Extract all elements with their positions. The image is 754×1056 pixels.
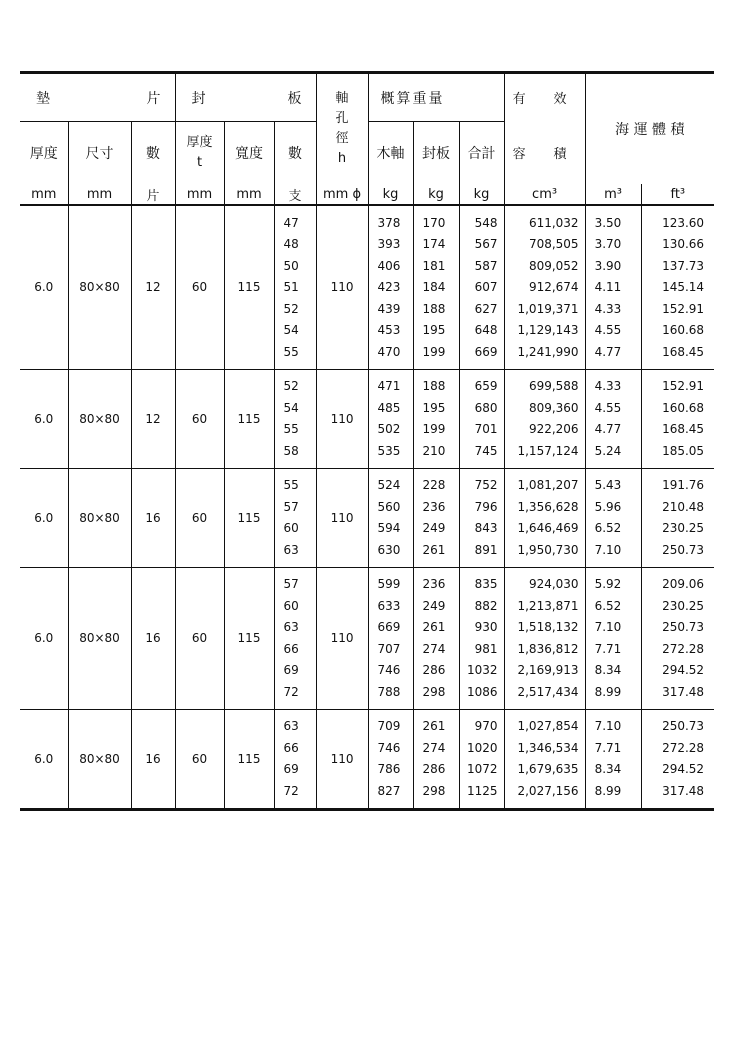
- spec-table: [20, 71, 714, 811]
- effective-volume-cell: 611,032: [504, 205, 585, 234]
- shipping-volume-ft3-cell: 230.25: [641, 518, 714, 540]
- shipping-volume-m3-cell: 5.96: [585, 496, 641, 518]
- shipping-volume-m3-cell: 5.24: [585, 440, 641, 468]
- seal-count-cell: 69: [274, 759, 316, 781]
- col-seal-plate: 封板: [413, 122, 459, 185]
- axle-hole-header: 軸 孔 徑 h: [316, 73, 368, 185]
- effective-volume-cell: 1,027,854: [504, 709, 585, 737]
- seal-width-cell: 115: [224, 369, 274, 468]
- seal-width-cell: 115: [224, 709, 274, 809]
- seal-count-cell: 63: [274, 617, 316, 639]
- effective-volume-cell: 1,081,207: [504, 468, 585, 496]
- total-weight-cell: 930: [459, 617, 504, 639]
- seal-width-cell: 115: [224, 567, 274, 709]
- effective-volume-cell: 2,517,434: [504, 681, 585, 709]
- effective-volume-cell: 1,129,143: [504, 320, 585, 342]
- total-weight-cell: 567: [459, 234, 504, 256]
- shipping-volume-ft3-cell: 294.52: [641, 759, 714, 781]
- seal-plate-weight-cell: 274: [413, 737, 459, 759]
- seal-count-cell: 52: [274, 369, 316, 397]
- seal-thickness-cell: 60: [175, 567, 224, 709]
- pad-size-cell: 80×80: [68, 369, 131, 468]
- axle-hole-cell: 110: [316, 468, 368, 567]
- total-weight-cell: 1020: [459, 737, 504, 759]
- shipping-volume-ft3-cell: 145.14: [641, 277, 714, 299]
- shipping-volume-m3-cell: 4.55: [585, 397, 641, 419]
- seal-count-cell: 52: [274, 298, 316, 320]
- seal-plate-weight-cell: 174: [413, 234, 459, 256]
- col-seal-thickness: 厚度 t: [175, 122, 224, 185]
- seal-count-cell: 66: [274, 737, 316, 759]
- shipping-volume-ft3-cell: 160.68: [641, 320, 714, 342]
- total-weight-cell: 843: [459, 518, 504, 540]
- wood-axle-weight-cell: 524: [368, 468, 413, 496]
- seal-width-cell: 115: [224, 205, 274, 369]
- unit-cell: 片: [131, 184, 175, 205]
- seal-plate-weight-cell: 188: [413, 369, 459, 397]
- shipping-volume-ft3-cell: 272.28: [641, 737, 714, 759]
- shipping-volume-ft3-cell: 317.48: [641, 780, 714, 809]
- wood-axle-weight-cell: 746: [368, 660, 413, 682]
- shipping-volume-m3-cell: 6.52: [585, 518, 641, 540]
- seal-plate-weight-cell: 170: [413, 205, 459, 234]
- effective-volume-cell: 1,679,635: [504, 759, 585, 781]
- unit-cell: kg: [459, 184, 504, 205]
- pad-size-cell: 80×80: [68, 468, 131, 567]
- total-weight-cell: 891: [459, 539, 504, 567]
- seal-thickness-cell: 60: [175, 468, 224, 567]
- total-weight-cell: 1032: [459, 660, 504, 682]
- shipping-volume-ft3-cell: 250.73: [641, 617, 714, 639]
- effective-volume-cell: 1,518,132: [504, 617, 585, 639]
- effective-volume-cell: 708,505: [504, 234, 585, 256]
- shipping-volume-m3-cell: 7.71: [585, 737, 641, 759]
- seal-plate-weight-cell: 249: [413, 595, 459, 617]
- total-weight-cell: 752: [459, 468, 504, 496]
- unit-cell: mm: [68, 184, 131, 205]
- effective-volume-cell: 809,052: [504, 255, 585, 277]
- seal-plate-weight-cell: 195: [413, 320, 459, 342]
- seal-plate-weight-cell: 249: [413, 518, 459, 540]
- seal-count-cell: 72: [274, 780, 316, 809]
- seal-count-cell: 72: [274, 681, 316, 709]
- wood-axle-weight-cell: 560: [368, 496, 413, 518]
- shipping-volume-ft3-cell: 250.73: [641, 539, 714, 567]
- effective-volume-cell: 922,206: [504, 419, 585, 441]
- pad-count-cell: 16: [131, 567, 175, 709]
- seal-count-cell: 60: [274, 595, 316, 617]
- seal-plate-weight-cell: 195: [413, 397, 459, 419]
- shipping-volume-m3-cell: 3.70: [585, 234, 641, 256]
- shipping-volume-ft3-cell: 168.45: [641, 419, 714, 441]
- shipping-volume-m3-cell: 4.11: [585, 277, 641, 299]
- col-wood-axle: 木軸: [368, 122, 413, 185]
- table-row: [20, 205, 714, 234]
- effective-volume-cell: 1,241,990: [504, 341, 585, 369]
- unit-cell: mm ϕ: [316, 184, 368, 205]
- axle-hole-cell: 110: [316, 205, 368, 369]
- seal-plate-weight-cell: 261: [413, 539, 459, 567]
- table-row: [20, 468, 714, 496]
- wood-axle-weight-cell: 788: [368, 681, 413, 709]
- col-pad-thickness: 厚度: [20, 122, 68, 185]
- seal-plate-weight-cell: 188: [413, 298, 459, 320]
- seal-count-cell: 54: [274, 397, 316, 419]
- axle-hole-cell: 110: [316, 709, 368, 809]
- seal-plate-weight-cell: 298: [413, 780, 459, 809]
- seal-count-cell: 47: [274, 205, 316, 234]
- axle-hole-cell: 110: [316, 567, 368, 709]
- wood-axle-weight-cell: 786: [368, 759, 413, 781]
- pad-count-cell: 16: [131, 468, 175, 567]
- shipping-volume-ft3-cell: 160.68: [641, 397, 714, 419]
- effective-volume-header-bottom: 容 積: [504, 122, 585, 185]
- shipping-volume-m3-cell: 8.99: [585, 681, 641, 709]
- unit-cell: kg: [413, 184, 459, 205]
- shipping-volume-m3-cell: 8.34: [585, 660, 641, 682]
- unit-cell: ft³: [641, 184, 714, 205]
- unit-cell: cm³: [504, 184, 585, 205]
- total-weight-cell: 648: [459, 320, 504, 342]
- pad-size-cell: 80×80: [68, 205, 131, 369]
- seal-thickness-cell: 60: [175, 369, 224, 468]
- wood-axle-weight-cell: 485: [368, 397, 413, 419]
- seal-plate-weight-cell: 261: [413, 709, 459, 737]
- shipping-volume-ft3-cell: 230.25: [641, 595, 714, 617]
- col-seal-width: 寬度: [224, 122, 274, 185]
- total-weight-cell: 835: [459, 567, 504, 595]
- total-weight-cell: 745: [459, 440, 504, 468]
- shipping-volume-ft3-cell: 209.06: [641, 567, 714, 595]
- wood-axle-weight-cell: 453: [368, 320, 413, 342]
- unit-cell: mm: [20, 184, 68, 205]
- effective-volume-cell: 1,346,534: [504, 737, 585, 759]
- seal-count-cell: 57: [274, 567, 316, 595]
- wood-axle-weight-cell: 378: [368, 205, 413, 234]
- units-row: [20, 184, 714, 205]
- wood-axle-weight-cell: 502: [368, 419, 413, 441]
- wood-axle-weight-cell: 594: [368, 518, 413, 540]
- seal-plate-weight-cell: 184: [413, 277, 459, 299]
- shipping-volume-m3-cell: 7.10: [585, 539, 641, 567]
- seal-plate-weight-cell: 181: [413, 255, 459, 277]
- effective-volume-cell: 912,674: [504, 277, 585, 299]
- effective-volume-cell: 1,646,469: [504, 518, 585, 540]
- total-weight-cell: 607: [459, 277, 504, 299]
- effective-volume-cell: 924,030: [504, 567, 585, 595]
- wood-axle-weight-cell: 393: [368, 234, 413, 256]
- seal-count-cell: 66: [274, 638, 316, 660]
- table-row: [20, 369, 714, 397]
- shipping-volume-ft3-cell: 210.48: [641, 496, 714, 518]
- shipping-volume-ft3-cell: 130.66: [641, 234, 714, 256]
- wood-axle-weight-cell: 471: [368, 369, 413, 397]
- effective-volume-cell: 699,588: [504, 369, 585, 397]
- seal-count-cell: 54: [274, 320, 316, 342]
- pad-group-header: 墊 片: [36, 90, 161, 107]
- col-pad-size: 尺寸: [68, 122, 131, 185]
- effective-volume-cell: 1,356,628: [504, 496, 585, 518]
- shipping-volume-m3-cell: 7.10: [585, 709, 641, 737]
- seal-thickness-cell: 60: [175, 709, 224, 809]
- total-weight-cell: 1125: [459, 780, 504, 809]
- pad-thickness-cell: 6.0: [20, 709, 68, 809]
- table-row: [20, 567, 714, 595]
- table-row: [20, 709, 714, 737]
- wood-axle-weight-cell: 707: [368, 638, 413, 660]
- total-weight-cell: 548: [459, 205, 504, 234]
- total-weight-cell: 796: [459, 496, 504, 518]
- col-seal-count: 數: [274, 122, 316, 185]
- shipping-volume-m3-cell: 4.33: [585, 298, 641, 320]
- seal-group-header: 封 板: [175, 73, 316, 122]
- total-weight-cell: 970: [459, 709, 504, 737]
- wood-axle-weight-cell: 827: [368, 780, 413, 809]
- seal-plate-weight-cell: 286: [413, 759, 459, 781]
- seal-plate-weight-cell: 298: [413, 681, 459, 709]
- seal-count-cell: 48: [274, 234, 316, 256]
- shipping-volume-m3-cell: 7.10: [585, 617, 641, 639]
- shipping-volume-ft3-cell: 294.52: [641, 660, 714, 682]
- total-weight-cell: 1086: [459, 681, 504, 709]
- col-pad-count: 數: [131, 122, 175, 185]
- seal-width-cell: 115: [224, 468, 274, 567]
- seal-plate-weight-cell: 210: [413, 440, 459, 468]
- seal-thickness-cell: 60: [175, 205, 224, 369]
- total-weight-cell: 659: [459, 369, 504, 397]
- total-weight-cell: 981: [459, 638, 504, 660]
- shipping-volume-ft3-cell: 152.91: [641, 369, 714, 397]
- shipping-volume-ft3-cell: 317.48: [641, 681, 714, 709]
- wood-axle-weight-cell: 669: [368, 617, 413, 639]
- seal-count-cell: 60: [274, 518, 316, 540]
- seal-count-cell: 55: [274, 341, 316, 369]
- shipping-volume-m3-cell: 8.99: [585, 780, 641, 809]
- shipping-volume-m3-cell: 4.77: [585, 419, 641, 441]
- weight-group-header: 概算重量: [368, 73, 504, 122]
- shipping-volume-m3-cell: 4.33: [585, 369, 641, 397]
- total-weight-cell: 701: [459, 419, 504, 441]
- seal-plate-weight-cell: 261: [413, 617, 459, 639]
- seal-plate-weight-cell: 236: [413, 496, 459, 518]
- shipping-volume-ft3-cell: 191.76: [641, 468, 714, 496]
- seal-plate-weight-cell: 286: [413, 660, 459, 682]
- effective-volume-cell: 2,169,913: [504, 660, 585, 682]
- seal-count-cell: 57: [274, 496, 316, 518]
- seal-count-cell: 55: [274, 468, 316, 496]
- pad-thickness-cell: 6.0: [20, 205, 68, 369]
- seal-count-cell: 69: [274, 660, 316, 682]
- total-weight-cell: 669: [459, 341, 504, 369]
- axle-hole-cell: 110: [316, 369, 368, 468]
- shipping-volume-ft3-cell: 272.28: [641, 638, 714, 660]
- effective-volume-cell: 1,950,730: [504, 539, 585, 567]
- total-weight-cell: 680: [459, 397, 504, 419]
- pad-size-cell: 80×80: [68, 709, 131, 809]
- seal-plate-weight-cell: 274: [413, 638, 459, 660]
- shipping-volume-ft3-cell: 123.60: [641, 205, 714, 234]
- pad-size-cell: 80×80: [68, 567, 131, 709]
- wood-axle-weight-cell: 630: [368, 539, 413, 567]
- wood-axle-weight-cell: 423: [368, 277, 413, 299]
- shipping-volume-m3-cell: 4.55: [585, 320, 641, 342]
- wood-axle-weight-cell: 439: [368, 298, 413, 320]
- shipping-volume-m3-cell: 3.90: [585, 255, 641, 277]
- effective-volume-cell: 809,360: [504, 397, 585, 419]
- shipping-volume-ft3-cell: 137.73: [641, 255, 714, 277]
- shipping-volume-m3-cell: 3.50: [585, 205, 641, 234]
- wood-axle-weight-cell: 709: [368, 709, 413, 737]
- effective-volume-header-top: 有 效: [504, 73, 585, 122]
- shipping-volume-ft3-cell: 185.05: [641, 440, 714, 468]
- seal-count-cell: 63: [274, 539, 316, 567]
- seal-count-cell: 55: [274, 419, 316, 441]
- shipping-volume-header: 海 運 體 積: [585, 73, 714, 185]
- shipping-volume-m3-cell: 7.71: [585, 638, 641, 660]
- seal-plate-weight-cell: 228: [413, 468, 459, 496]
- total-weight-cell: 587: [459, 255, 504, 277]
- pad-thickness-cell: 6.0: [20, 369, 68, 468]
- shipping-volume-m3-cell: 5.92: [585, 567, 641, 595]
- wood-axle-weight-cell: 406: [368, 255, 413, 277]
- seal-plate-weight-cell: 199: [413, 341, 459, 369]
- shipping-volume-m3-cell: 5.43: [585, 468, 641, 496]
- seal-count-cell: 63: [274, 709, 316, 737]
- wood-axle-weight-cell: 535: [368, 440, 413, 468]
- effective-volume-cell: 1,157,124: [504, 440, 585, 468]
- total-weight-cell: 1072: [459, 759, 504, 781]
- shipping-volume-ft3-cell: 168.45: [641, 341, 714, 369]
- shipping-volume-m3-cell: 4.77: [585, 341, 641, 369]
- shipping-volume-ft3-cell: 152.91: [641, 298, 714, 320]
- seal-count-cell: 58: [274, 440, 316, 468]
- unit-cell: 支: [274, 184, 316, 205]
- unit-cell: mm: [175, 184, 224, 205]
- effective-volume-cell: 1,213,871: [504, 595, 585, 617]
- effective-volume-cell: 1,836,812: [504, 638, 585, 660]
- effective-volume-cell: 1,019,371: [504, 298, 585, 320]
- col-total: 合計: [459, 122, 504, 185]
- shipping-volume-m3-cell: 8.34: [585, 759, 641, 781]
- seal-count-cell: 51: [274, 277, 316, 299]
- unit-cell: kg: [368, 184, 413, 205]
- seal-plate-weight-cell: 199: [413, 419, 459, 441]
- shipping-volume-ft3-cell: 250.73: [641, 709, 714, 737]
- pad-count-cell: 16: [131, 709, 175, 809]
- wood-axle-weight-cell: 633: [368, 595, 413, 617]
- shipping-volume-m3-cell: 6.52: [585, 595, 641, 617]
- total-weight-cell: 882: [459, 595, 504, 617]
- wood-axle-weight-cell: 746: [368, 737, 413, 759]
- seal-count-cell: 50: [274, 255, 316, 277]
- pad-thickness-cell: 6.0: [20, 567, 68, 709]
- pad-thickness-cell: 6.0: [20, 468, 68, 567]
- effective-volume-cell: 2,027,156: [504, 780, 585, 809]
- wood-axle-weight-cell: 599: [368, 567, 413, 595]
- pad-count-cell: 12: [131, 205, 175, 369]
- wood-axle-weight-cell: 470: [368, 341, 413, 369]
- pad-count-cell: 12: [131, 369, 175, 468]
- unit-cell: mm: [224, 184, 274, 205]
- total-weight-cell: 627: [459, 298, 504, 320]
- unit-cell: m³: [585, 184, 641, 205]
- seal-plate-weight-cell: 236: [413, 567, 459, 595]
